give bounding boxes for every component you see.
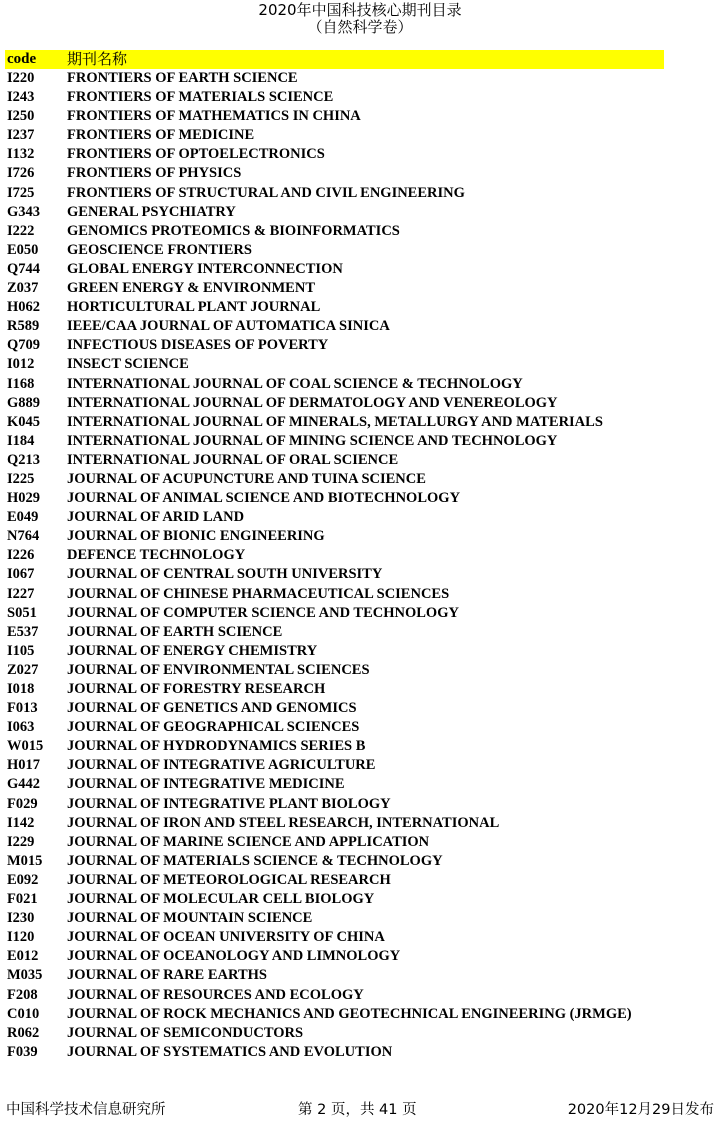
journal-code: S051 — [7, 604, 37, 621]
table-row — [5, 909, 705, 928]
table-row — [5, 336, 705, 355]
table-row — [5, 986, 705, 1005]
journal-code: I726 — [7, 165, 35, 182]
table-row — [5, 1043, 705, 1062]
journal-name: FRONTIERS OF MATHEMATICS IN CHINA — [67, 108, 361, 125]
table-row — [5, 184, 705, 203]
journal-name: JOURNAL OF GENETICS AND GENOMICS — [67, 700, 357, 717]
journal-code: F029 — [7, 795, 38, 812]
table-row — [5, 355, 705, 374]
table-row — [5, 966, 705, 985]
table-row — [5, 890, 705, 909]
journal-name: INTERNATIONAL JOURNAL OF COAL SCIENCE & TECHNOLOGY — [67, 375, 523, 392]
table-row — [5, 565, 705, 584]
journal-name: JOURNAL OF IRON AND STEEL RESEARCH, INTERNATIONAL — [67, 814, 500, 831]
journal-code: I120 — [7, 929, 35, 946]
table-row — [5, 833, 705, 852]
table-row — [5, 260, 705, 279]
journal-code: I018 — [7, 681, 35, 697]
journal-name: JOURNAL OF ENERGY CHEMISTRY — [67, 642, 318, 659]
journal-code: K045 — [7, 413, 41, 430]
footer-page-number: 第 2 页，共 41 页 — [298, 1102, 417, 1118]
table-header — [5, 50, 664, 69]
table-row — [5, 508, 705, 527]
journal-name: FRONTIERS OF STRUCTURAL AND CIVIL ENGINEERING — [67, 184, 465, 201]
table-row — [5, 489, 705, 508]
journal-name: JOURNAL OF INTEGRATIVE MEDICINE — [67, 776, 345, 793]
journal-name: JOURNAL OF OCEAN UNIVERSITY OF CHINA — [67, 929, 385, 946]
journal-name: JOURNAL OF MATERIALS SCIENCE & TECHNOLOGY — [67, 852, 443, 869]
journal-name: JOURNAL OF ANIMAL SCIENCE AND BIOTECHNOLOGY — [67, 490, 461, 507]
journal-code: I227 — [7, 585, 35, 602]
journal-code: G442 — [7, 776, 41, 793]
column-header-name: 期刊名称 — [67, 50, 128, 68]
journal-name: GENOMICS PROTEOMICS & BIOINFORMATICS — [67, 222, 400, 239]
footer-date: 2020年12月29日发布 — [567, 1102, 714, 1118]
journal-code: F013 — [7, 700, 38, 717]
journal-code: I229 — [7, 833, 35, 850]
table-row — [5, 164, 705, 183]
journal-name: INTERNATIONAL JOURNAL OF DERMATOLOGY AND VENEREOLOGY — [67, 394, 558, 411]
table-row — [5, 222, 705, 241]
journal-name: JOURNAL OF EARTH SCIENCE — [67, 623, 283, 640]
journal-name: JOURNAL OF INTEGRATIVE PLANT BIOLOGY — [67, 795, 391, 812]
table-row — [5, 871, 705, 890]
table-row — [5, 432, 705, 451]
journal-code: F021 — [7, 891, 38, 908]
footer-publisher: 中国科学技术信息研究所 — [6, 1102, 166, 1118]
journal-name: GREEN ENERGY & ENVIRONMENT — [67, 280, 315, 297]
table-row — [5, 928, 705, 947]
table-row — [5, 241, 705, 260]
page-title: 2020年中国科技核心期刊目录 — [258, 1, 462, 19]
table-row — [5, 394, 705, 413]
journal-name: IEEE/CAA JOURNAL OF AUTOMATICA SINICA — [67, 318, 390, 335]
journal-name: INTERNATIONAL JOURNAL OF MINING SCIENCE AND TECHNOLOGY — [67, 432, 558, 449]
journal-name: HORTICULTURAL PLANT JOURNAL — [67, 299, 321, 316]
journal-code: E050 — [7, 241, 39, 258]
journal-name: FRONTIERS OF MATERIALS SCIENCE — [67, 89, 334, 106]
journal-code: F039 — [7, 1043, 38, 1060]
table-row — [5, 585, 705, 604]
journal-code: Z037 — [7, 280, 39, 297]
journal-code: M015 — [7, 852, 43, 869]
journal-name: INTERNATIONAL JOURNAL OF MINERALS, METALLURGY AND MATERIALS — [67, 413, 603, 430]
journal-list — [5, 69, 705, 1062]
table-row — [5, 699, 705, 718]
table-row — [5, 718, 705, 737]
journal-code: I142 — [7, 814, 35, 831]
table-row — [5, 107, 705, 126]
journal-code: H029 — [7, 490, 41, 507]
journal-code: R589 — [7, 318, 40, 335]
journal-name: JOURNAL OF RESOURCES AND ECOLOGY — [67, 986, 364, 1003]
journal-code: I222 — [7, 222, 35, 239]
table-row — [5, 126, 705, 145]
table-row — [5, 470, 705, 489]
journal-name: GENERAL PSYCHIATRY — [67, 203, 236, 220]
journal-code: E049 — [7, 509, 39, 526]
journal-code: H017 — [7, 757, 41, 774]
journal-code: Q744 — [7, 260, 41, 277]
table-row — [5, 317, 705, 336]
table-row — [5, 1005, 705, 1024]
journal-code: I230 — [7, 910, 35, 927]
table-row — [5, 88, 705, 107]
journal-name: JOURNAL OF GEOGRAPHICAL SCIENCES — [67, 719, 360, 736]
journal-name: JOURNAL OF CHINESE PHARMACEUTICAL SCIENCES — [67, 585, 450, 602]
page-subtitle: （自然科学卷） — [307, 18, 413, 36]
journal-code: R062 — [7, 1024, 40, 1041]
journal-code: C010 — [7, 1005, 40, 1022]
journal-code: I168 — [7, 375, 35, 392]
journal-code: H062 — [7, 299, 41, 316]
table-row — [5, 203, 705, 222]
table-row — [5, 623, 705, 642]
journal-name: JOURNAL OF OCEANOLOGY AND LIMNOLOGY — [67, 948, 401, 965]
journal-code: I220 — [7, 70, 35, 86]
table-row — [5, 852, 705, 871]
journal-code: E092 — [7, 871, 39, 888]
journal-code: N764 — [7, 528, 40, 545]
journal-name: GEOSCIENCE FRONTIERS — [67, 241, 252, 258]
journal-name: JOURNAL OF ENVIRONMENTAL SCIENCES — [67, 661, 370, 678]
journal-code: I243 — [7, 89, 35, 106]
journal-name: JOURNAL OF COMPUTER SCIENCE AND TECHNOLOGY — [67, 604, 459, 621]
journal-name: INFECTIOUS DISEASES OF POVERTY — [67, 337, 329, 354]
journal-code: I105 — [7, 642, 35, 659]
journal-code: E537 — [7, 623, 39, 640]
journal-name: FRONTIERS OF EARTH SCIENCE — [67, 70, 298, 86]
journal-code: I237 — [7, 127, 35, 144]
table-row — [5, 604, 705, 623]
journal-name: INSECT SCIENCE — [67, 356, 189, 373]
journal-name: JOURNAL OF INTEGRATIVE AGRICULTURE — [67, 757, 376, 774]
table-row — [5, 680, 705, 699]
table-row — [5, 298, 705, 317]
journal-name: FRONTIERS OF OPTOELECTRONICS — [67, 146, 325, 163]
journal-code: I132 — [7, 146, 35, 163]
journal-code: M035 — [7, 967, 43, 984]
table-row — [5, 947, 705, 966]
journal-name: JOURNAL OF MOLECULAR CELL BIOLOGY — [67, 891, 375, 908]
table-row — [5, 756, 705, 775]
journal-code: I012 — [7, 356, 35, 373]
journal-name: JOURNAL OF ROCK MECHANICS AND GEOTECHNICAL ENGINEERING (JRMGE) — [67, 1005, 632, 1022]
journal-code: I063 — [7, 719, 35, 736]
table-row — [5, 546, 705, 565]
journal-code: I250 — [7, 108, 35, 125]
journal-code: Q709 — [7, 337, 41, 354]
table-row — [5, 527, 705, 546]
journal-name: GLOBAL ENERGY INTERCONNECTION — [67, 260, 343, 277]
table-row — [5, 814, 705, 833]
journal-name: JOURNAL OF CENTRAL SOUTH UNIVERSITY — [67, 566, 383, 583]
journal-name: JOURNAL OF MARINE SCIENCE AND APPLICATION — [67, 833, 430, 850]
table-row — [5, 451, 705, 470]
journal-code: Q213 — [7, 451, 41, 468]
journal-code: Z027 — [7, 661, 39, 678]
journal-name: JOURNAL OF FORESTRY RESEARCH — [67, 681, 326, 697]
table-row — [5, 413, 705, 432]
journal-name: JOURNAL OF MOUNTAIN SCIENCE — [67, 910, 313, 927]
journal-name: JOURNAL OF BIONIC ENGINEERING — [67, 528, 325, 545]
journal-name: JOURNAL OF ACUPUNCTURE AND TUINA SCIENCE — [67, 470, 426, 487]
journal-name: FRONTIERS OF PHYSICS — [67, 165, 242, 182]
journal-code: E012 — [7, 948, 39, 965]
journal-name: JOURNAL OF SYSTEMATICS AND EVOLUTION — [67, 1043, 393, 1060]
journal-code: F208 — [7, 986, 38, 1003]
journal-name: FRONTIERS OF MEDICINE — [67, 127, 255, 144]
table-row — [5, 642, 705, 661]
table-row — [5, 775, 705, 794]
table-row — [5, 661, 705, 680]
journal-name: INTERNATIONAL JOURNAL OF ORAL SCIENCE — [67, 451, 399, 468]
column-header-code: code — [7, 51, 37, 67]
journal-code: I226 — [7, 547, 35, 564]
journal-name: DEFENCE TECHNOLOGY — [67, 547, 246, 564]
journal-code: G889 — [7, 394, 41, 411]
journal-name: JOURNAL OF HYDRODYNAMICS SERIES B — [67, 738, 366, 755]
table-row — [5, 279, 705, 298]
table-row — [5, 145, 705, 164]
table-row — [5, 795, 705, 814]
journal-name: JOURNAL OF METEOROLOGICAL RESEARCH — [67, 871, 391, 888]
table-row — [5, 1024, 705, 1043]
journal-code: I067 — [7, 566, 35, 583]
journal-code: I184 — [7, 432, 35, 449]
journal-code: W015 — [7, 738, 44, 755]
journal-name: JOURNAL OF SEMICONDUCTORS — [67, 1024, 304, 1041]
journal-name: JOURNAL OF RARE EARTHS — [67, 967, 267, 984]
journal-code: G343 — [7, 203, 41, 220]
journal-code: I225 — [7, 470, 35, 487]
table-row — [5, 69, 705, 88]
journal-code: I725 — [7, 184, 35, 201]
table-row — [5, 737, 705, 756]
table-row — [5, 375, 705, 394]
journal-name: JOURNAL OF ARID LAND — [67, 509, 245, 526]
